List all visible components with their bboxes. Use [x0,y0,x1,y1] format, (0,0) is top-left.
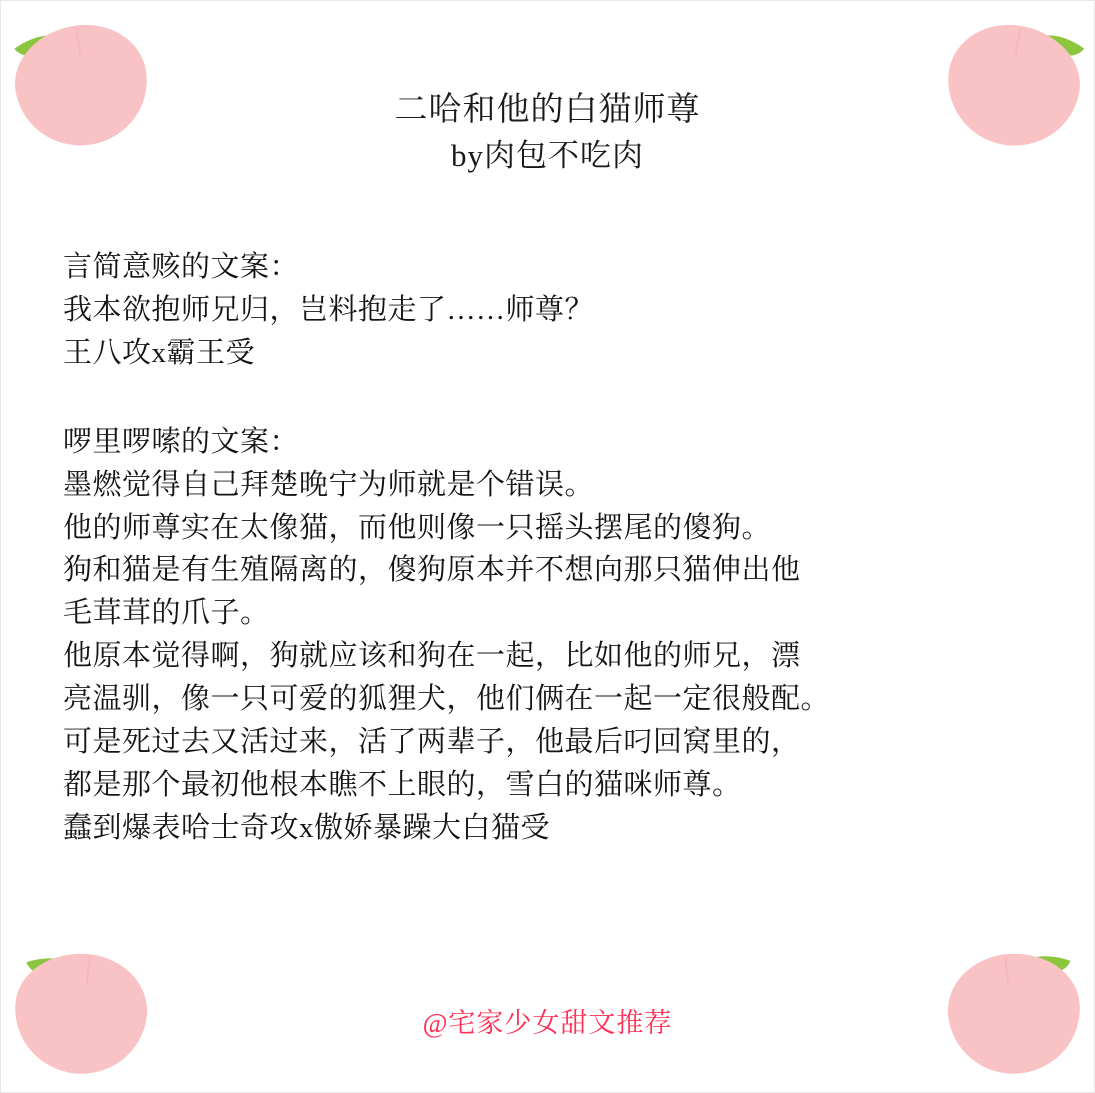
paragraph-spacer [63,375,1038,421]
author-byline: by肉包不吃肉 [451,137,644,173]
leaf-icon [1018,945,1070,985]
long-blurb-line: 可是死过去又活过来，活了两辈子，他最后叼回窝里的， [63,726,801,759]
long-blurb-line: 狗和猫是有生殖隔离的，傻狗原本并不想向那只猫伸出他 [63,554,801,587]
long-blurb-line: 他原本觉得啊，狗就应该和狗在一起，比如他的师兄，漂 [63,640,801,673]
short-blurb-line: 王八攻x霸王受 [63,336,256,369]
page-title: 二哈和他的白猫师尊 [394,92,701,128]
long-blurb-line: 蠢到爆表哈士奇攻x傲娇暴躁大白猫受 [63,811,551,844]
title-block [1,87,1094,178]
peach-cleft [75,27,81,55]
peach-cleft [86,956,91,984]
long-blurb-heading: 啰里啰嗦的文案： [63,425,300,458]
long-blurb-line: 都是那个最初他根本瞧不上眼的，雪白的猫咪师尊。 [63,768,742,801]
long-blurb-line: 墨燃觉得自己拜楚晚宁为师就是个错误。 [63,468,595,501]
leaf-icon [1032,22,1084,70]
peach-cleft [1004,956,1009,984]
leaf-icon [26,948,78,987]
long-blurb-line: 毛茸茸的爪子。 [63,597,270,630]
leaf-icon [14,22,66,70]
peach-cleft [1015,28,1022,56]
credit-watermark: @宅家少女甜文推荐 [422,1008,673,1038]
short-blurb-heading: 言简意赅的文案： [63,251,300,283]
short-blurb-line: 我本欲抱师兄归，岂料抱走了……师尊？ [63,293,595,326]
blurb-body [63,246,1038,850]
long-blurb-line: 亮温驯，像一只可爱的狐狸犬，他们俩在一起一定很般配。 [63,683,831,716]
long-blurb-line: 他的师尊实在太像猫，而他则像一只摇头摆尾的傻狗。 [63,511,772,544]
